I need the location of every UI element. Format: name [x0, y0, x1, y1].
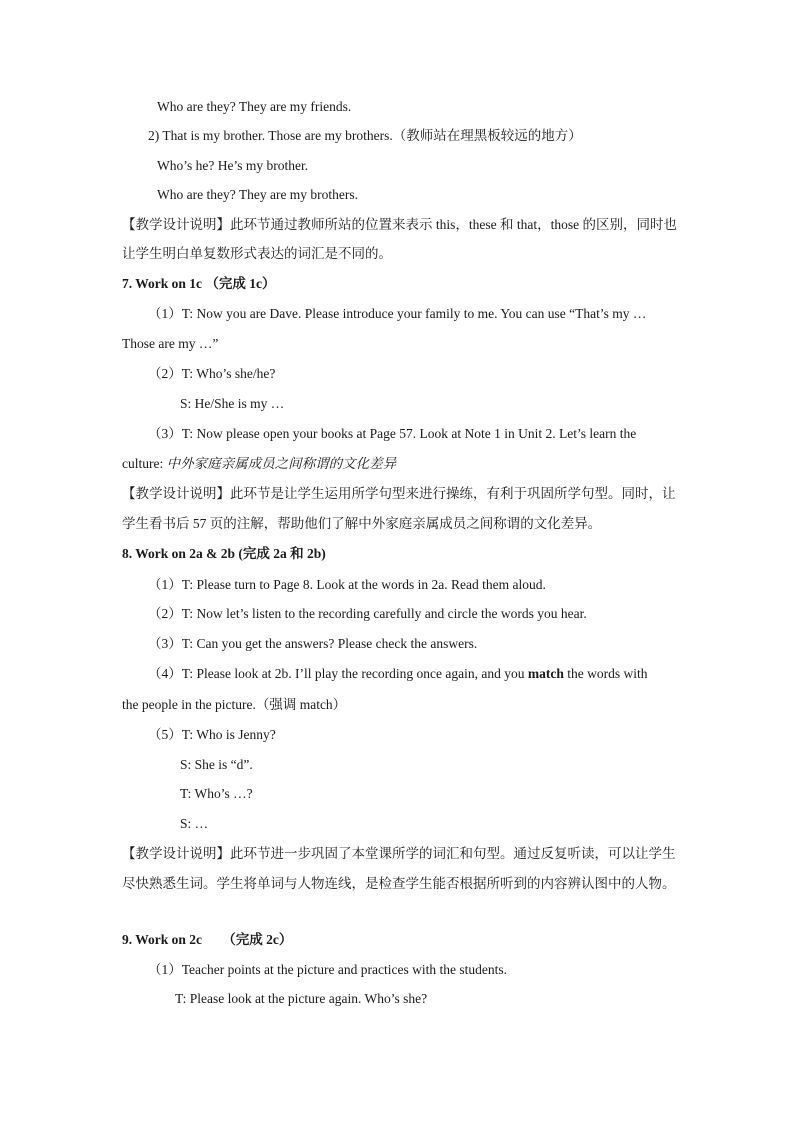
step-item: Those are my …” [122, 336, 219, 351]
step-item: （3）T: Can you get the answers? Please check the answers. [148, 636, 478, 651]
dialogue-line: Who are they? They are my brothers. [157, 187, 359, 202]
example-item: 2) That is my brother. Those are my brothers.（教师站在理黑板较远的地方） [148, 128, 582, 143]
emphasis-match: match [527, 666, 564, 681]
design-note: 学生看书后 57 页的注解，帮助他们了解中外家庭亲属成员之间称谓的文化差异。 [122, 516, 602, 531]
step-item: （3）T: Now please open your books at Page 57. Look at Note 1 in Unit 2. Let’s learn the [148, 426, 637, 441]
dialogue-line: T: Who’s …? [180, 786, 253, 801]
dialogue-line: Who’s he? He’s my brother. [157, 158, 309, 173]
culture-topic: 中外家庭亲属成员之间称谓的文化差异 [166, 456, 397, 471]
culture-label: culture: [122, 456, 167, 471]
step-item: （1）T: Please turn to Page 8. Look at the words in 2a. Read them aloud. [148, 577, 546, 592]
design-note: 让学生明白单复数形式表达的词汇是不同的。 [122, 246, 392, 261]
step-item: （2）T: Who’s she/he? [148, 366, 276, 381]
design-note: 【教学设计说明】此环节通过教师所站的位置来表示 this，these 和 that，those 的区别，同时也 [122, 217, 677, 232]
step-item: （2）T: Now let’s listen to the recording carefully and circle the words you hear. [148, 606, 587, 621]
step-item: the people in the picture.（强调 match） [122, 697, 347, 712]
section-heading: 8. Work on 2a & 2b (完成 2a 和 2b) [122, 546, 326, 561]
design-note: 【教学设计说明】此环节是让学生运用所学句型来进行操练，有利于巩固所学句型。同时，让 [122, 486, 676, 501]
design-note: 尽快熟悉生词。学生将单词与人物连线，是检查学生能否根据所听到的内容辨认图中的人物。 [122, 876, 676, 891]
dialogue-line: Who are they? They are my friends. [157, 99, 352, 114]
step-text: the words with [563, 666, 648, 681]
step-text: （4）T: Please look at 2b. I’ll play the recording once again, and you [148, 666, 528, 681]
step-item: （1）Teacher points at the picture and practices with the students. [148, 962, 507, 977]
section-heading: 9. Work on 2c （完成 2c） [122, 932, 293, 947]
dialogue-line: S: He/She is my … [180, 396, 285, 411]
step-item [122, 455, 396, 473]
step-item [148, 665, 647, 683]
dialogue-line: S: … [180, 816, 209, 831]
section-heading: 7. Work on 1c （完成 1c） [122, 276, 276, 291]
step-item: （5）T: Who is Jenny? [148, 727, 276, 742]
dialogue-line: S: She is “d”. [180, 757, 253, 772]
step-item: （1）T: Now you are Dave. Please introduce your family to me. You can use “That’s my … [148, 306, 647, 321]
dialogue-line: T: Please look at the picture again. Who’s she? [175, 991, 428, 1006]
design-note: 【教学设计说明】此环节进一步巩固了本堂课所学的词汇和句型。通过反复听读，可以让学生 [122, 846, 676, 861]
